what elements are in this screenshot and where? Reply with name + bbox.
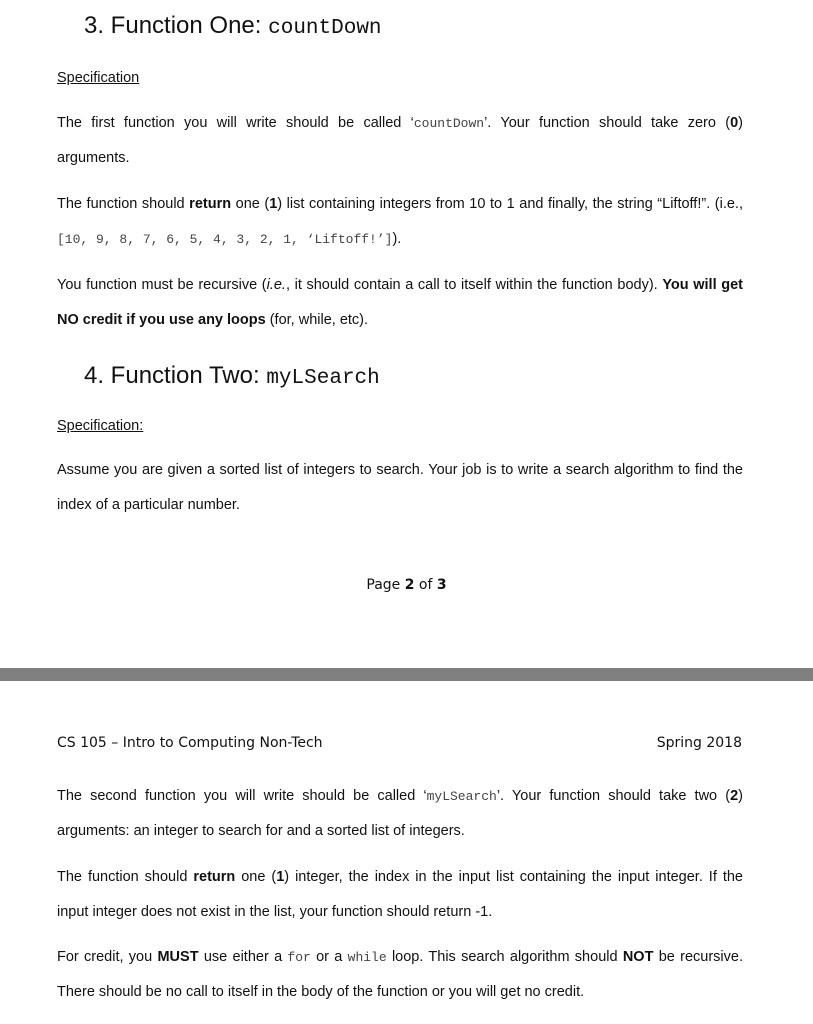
bold-text: NO credit if you use any loops xyxy=(57,312,266,328)
bold-text: return xyxy=(189,196,232,212)
bold-text: 0 xyxy=(730,115,739,131)
text-span: You function must be recursive ( xyxy=(57,277,267,293)
text-span: ) xyxy=(738,115,743,131)
text-span: The second function you will write should be called ‘ xyxy=(57,788,427,804)
section-3-paragraph-3 xyxy=(57,268,743,338)
text-span: ) xyxy=(738,788,743,804)
inline-code: myLSearch xyxy=(426,789,497,804)
text-span: The first function you will write should be called ‘ xyxy=(57,115,414,131)
text-span: ) list containing integers from 10 to 1 and finally, the string “Liftoff!”. (i.e., xyxy=(277,196,743,212)
paragraph-line xyxy=(57,268,743,303)
section-3-paragraph-2 xyxy=(57,187,743,257)
inline-code: countDown xyxy=(413,116,485,131)
text-span: use either a xyxy=(198,949,288,965)
heading-code: countDown xyxy=(268,17,382,40)
text-span: ). xyxy=(392,231,402,247)
section-4-paragraph-4 xyxy=(57,940,743,1010)
text-span: For credit, you xyxy=(57,949,158,965)
running-header-course: CS 105 – Intro to Computing Non-Tech xyxy=(57,735,323,751)
paragraph-line xyxy=(57,779,743,814)
italic-text: i.e. xyxy=(266,277,286,293)
bold-text: 2 xyxy=(730,788,739,804)
bold-text: You will get xyxy=(662,277,743,293)
inline-code: [10, 9, 8, 7, 6, 5, 4, 3, 2, 1, ‘Liftoff!’] xyxy=(57,232,393,247)
heading-code: myLSearch xyxy=(266,367,380,390)
heading-text: 4. Function Two: xyxy=(84,362,267,389)
paragraph-line: input integer does not exist in the list, your function should return -1. xyxy=(57,904,493,920)
paragraph-line: Assume you are given a sorted list of integers to search. Your job is to write a search algorithm to find the xyxy=(57,462,743,478)
section-4-heading xyxy=(84,362,380,390)
section-4-paragraph-2 xyxy=(57,779,743,849)
bold-text: 2 xyxy=(404,577,415,593)
text-span: ’. Your function should take zero ( xyxy=(484,115,731,131)
paragraph-line xyxy=(57,303,743,338)
bold-text: NOT xyxy=(622,949,654,965)
text-span: ) integer, the index in the input list containing the input integer. If the xyxy=(284,869,743,885)
bold-text: 1 xyxy=(276,869,285,885)
paragraph-line: arguments. xyxy=(57,150,130,166)
paragraph-line xyxy=(57,106,743,141)
text-span: ’. Your function should take two ( xyxy=(496,788,731,804)
text-span: or a xyxy=(310,949,348,965)
paragraph-line: There should be no call to itself in the body of the function or you will get no credit. xyxy=(57,984,585,1000)
paragraph-line: index of a particular number. xyxy=(57,497,240,513)
section-3-specification-label: Specification xyxy=(57,70,140,86)
text-span: , it should contain a call to itself within the function body). xyxy=(285,277,663,293)
text-span: (for, while, etc). xyxy=(265,312,369,328)
running-header-term: Spring 2018 xyxy=(656,735,742,751)
paragraph-line xyxy=(57,860,743,895)
paragraph-line xyxy=(57,940,743,975)
text-span: loop. This search algorithm should xyxy=(386,949,623,965)
text-span: Page xyxy=(366,577,405,593)
heading-text: 3. Function One: xyxy=(84,12,269,39)
paragraph-line: arguments: an integer to search for and a sorted list of integers. xyxy=(57,823,465,839)
paragraph-line xyxy=(57,187,743,222)
text-span: of xyxy=(414,577,437,593)
text-span: one ( xyxy=(235,869,277,885)
page-divider xyxy=(0,668,813,681)
bold-text: 3 xyxy=(436,577,447,593)
section-4-paragraph-3 xyxy=(57,860,743,930)
text-span: The function should xyxy=(57,196,190,212)
inline-code: while xyxy=(347,950,387,965)
page-number-footer xyxy=(0,577,813,593)
section-4-specification-label: Specification: xyxy=(57,418,144,434)
text-span: be recursive. xyxy=(653,949,743,965)
text-span: The function should xyxy=(57,869,194,885)
section-3-heading xyxy=(84,12,382,40)
bold-text: 1 xyxy=(269,196,278,212)
paragraph-line xyxy=(57,222,743,257)
bold-text: MUST xyxy=(157,949,199,965)
bold-text: return xyxy=(193,869,236,885)
section-4-paragraph-1 xyxy=(57,453,743,523)
section-3-paragraph-1 xyxy=(57,106,743,176)
text-span: one ( xyxy=(231,196,270,212)
inline-code: for xyxy=(287,950,311,965)
